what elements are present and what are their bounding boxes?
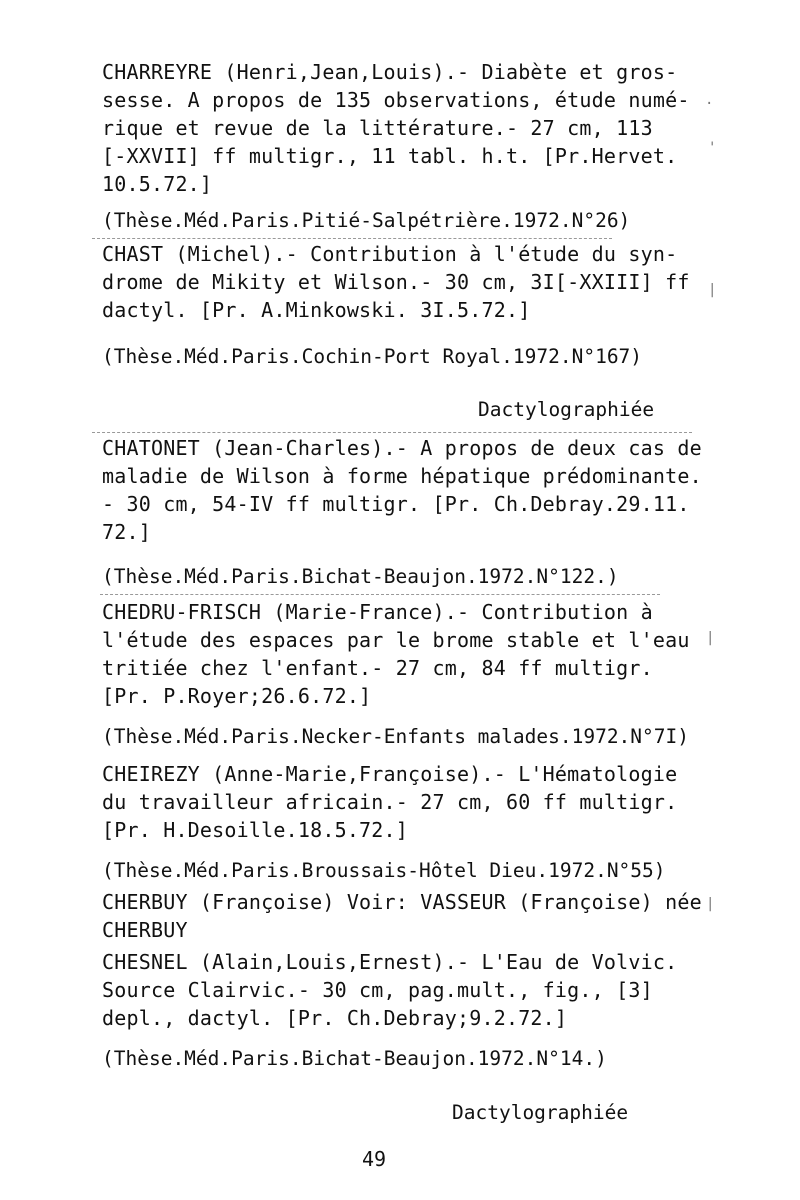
entry-line: CHEIREZY (Anne-Marie,Françoise).- L'Hématologie bbox=[102, 762, 678, 786]
catalog-entry bbox=[102, 240, 702, 324]
entry-line: depl., dactyl. [Pr. Ch.Debray;9.2.72.] bbox=[102, 1006, 568, 1030]
entry-line: CHEDRU-FRISCH (Marie-France).- Contribution à bbox=[102, 600, 653, 624]
cross-reference-entry bbox=[102, 888, 702, 944]
entry-line: CHERBUY bbox=[102, 918, 188, 942]
catalog-entry bbox=[102, 434, 702, 546]
thesis-reference: (Thèse.Méd.Paris.Broussais-Hôtel Dieu.1972.N°55) bbox=[102, 859, 666, 882]
scan-mark: . bbox=[705, 92, 714, 108]
divider bbox=[92, 238, 612, 239]
divider bbox=[92, 432, 692, 433]
scan-mark: | bbox=[708, 282, 717, 298]
divider bbox=[100, 594, 660, 595]
entry-line: [-XXVII] ff multigr., 11 tabl. h.t. [Pr.Hervet. bbox=[102, 144, 678, 168]
entry-line: CHESNEL (Alain,Louis,Ernest).- L'Eau de Volvic. bbox=[102, 950, 678, 974]
thesis-reference: (Thèse.Méd.Paris.Cochin-Port Royal.1972.N°167) bbox=[102, 345, 643, 368]
page-number: 49 bbox=[362, 1147, 387, 1171]
entry-line: tritiée chez l'enfant.- 27 cm, 84 ff multigr. bbox=[102, 656, 653, 680]
entry-line: dactyl. [Pr. A.Minkowski. 3I.5.72.] bbox=[102, 298, 531, 322]
thesis-reference: (Thèse.Méd.Paris.Pitié-Salpétrière.1972.N°26) bbox=[102, 209, 631, 232]
entry-line: Source Clairvic.- 30 cm, pag.mult., fig., [3] bbox=[102, 978, 653, 1002]
catalog-entry bbox=[102, 58, 702, 198]
entry-line: sesse. A propos de 135 observations, étude numé- bbox=[102, 88, 690, 112]
typescript-note: Dactylographiée bbox=[452, 1101, 629, 1124]
entry-line: du travailleur africain.- 27 cm, 60 ff multigr. bbox=[102, 790, 678, 814]
scan-mark: | bbox=[706, 896, 715, 912]
entry-line: maladie de Wilson à forme hépatique prédominante. bbox=[102, 464, 702, 488]
entry-line: [Pr. P.Royer;26.6.72.] bbox=[102, 684, 372, 708]
entry-line: CHATONET (Jean-Charles).- A propos de deux cas de bbox=[102, 436, 702, 460]
entry-line: 10.5.72.] bbox=[102, 172, 213, 196]
entry-line: drome de Mikity et Wilson.- 30 cm, 3I[-XXIII] ff bbox=[102, 270, 690, 294]
thesis-reference: (Thèse.Méd.Paris.Necker-Enfants malades.1972.N°7I) bbox=[102, 725, 689, 748]
catalog-entry bbox=[102, 598, 702, 710]
scan-mark: | bbox=[706, 630, 715, 646]
scan-mark: ' bbox=[708, 140, 717, 156]
entry-line: [Pr. H.Desoille.18.5.72.] bbox=[102, 818, 409, 842]
catalog-entry bbox=[102, 760, 702, 844]
entry-line: rique et revue de la littérature.- 27 cm, 113 bbox=[102, 116, 653, 140]
thesis-reference: (Thèse.Méd.Paris.Bichat-Beaujon.1972.N°122.) bbox=[102, 565, 619, 588]
thesis-reference: (Thèse.Méd.Paris.Bichat-Beaujon.1972.N°14.) bbox=[102, 1047, 607, 1070]
typescript-note: Dactylographiée bbox=[478, 398, 655, 421]
entry-line: CHERBUY (Françoise) Voir: VASSEUR (Françoise) née bbox=[102, 890, 702, 914]
entry-line: CHAST (Michel).- Contribution à l'étude du syn- bbox=[102, 242, 678, 266]
entry-line: CHARREYRE (Henri,Jean,Louis).- Diabète et gros- bbox=[102, 60, 678, 84]
catalog-entry bbox=[102, 948, 702, 1032]
entry-line: l'étude des espaces par le brome stable et l'eau bbox=[102, 628, 690, 652]
entry-line: - 30 cm, 54-IV ff multigr. [Pr. Ch.Debray.29.11. bbox=[102, 492, 690, 516]
entry-line: 72.] bbox=[102, 520, 151, 544]
